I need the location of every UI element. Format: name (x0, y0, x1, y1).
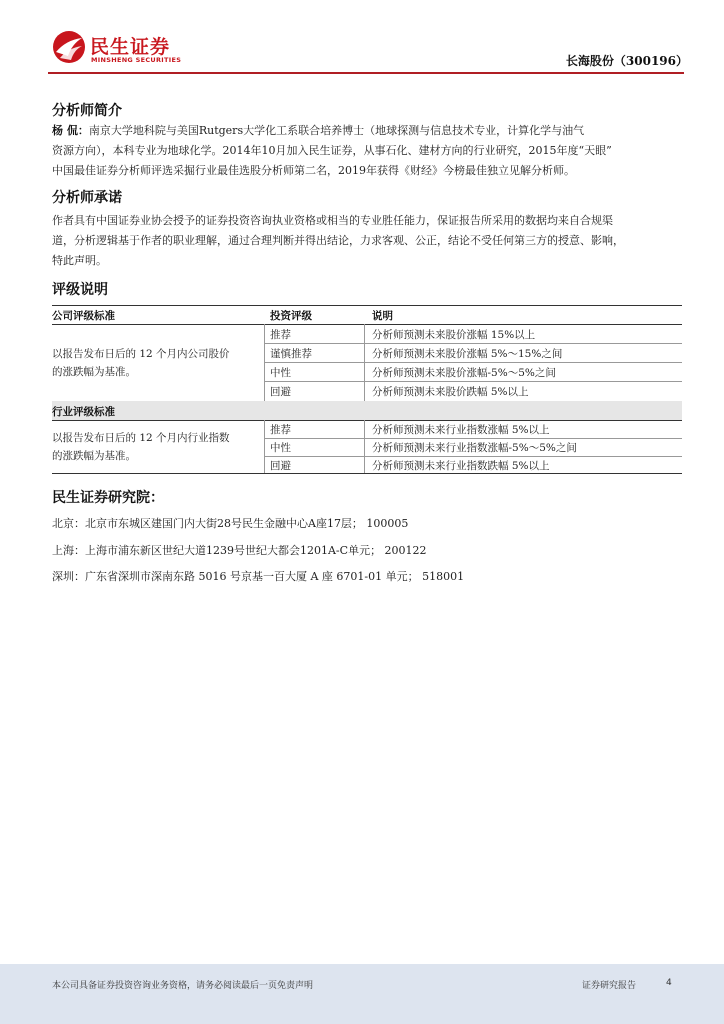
industry-rating-desc: 分析师预测未来行业指数涨幅-5%～5%之间 (372, 442, 577, 454)
logo-chinese-text: 民生证券 (90, 36, 171, 58)
header-divider (48, 72, 684, 74)
analyst-name: 杨 侃： (52, 124, 89, 137)
company-rating-desc: 分析师预测未来股价涨幅-5%～5%之间 (372, 367, 556, 379)
minsheng-logo-icon (52, 30, 86, 64)
footer-disclaimer: 本公司具备证券投资咨询业务资格，请务必阅读最后一页免责声明 (52, 981, 314, 991)
stock-name: 长海股份（300196） (565, 54, 688, 68)
analyst-bio (52, 121, 682, 181)
company-rating-label: 谨慎推荐 (270, 348, 312, 360)
footer-report-type: 证券研究报告 (582, 981, 637, 991)
industry-rating-basis: 以报告发布日后的 12 个月内行业指数 的涨跌幅为基准。 (52, 432, 230, 462)
table-header-rating: 投资评级 (270, 310, 312, 322)
analyst-bio-line: 资源方向），本科专业为地球化学。2014年10月加入民生证券，从事石化、建材方向的行业研究，2015年度“天眼” (52, 144, 612, 157)
industry-rating-label: 推荐 (270, 424, 291, 436)
commitment-section-title: 分析师承诺 (52, 190, 122, 206)
table-header-company-standard: 公司评级标准 (52, 310, 115, 322)
industry-rating-label: 回避 (270, 460, 291, 472)
company-rating-label: 回避 (270, 386, 291, 398)
company-logo (52, 30, 192, 70)
address-beijing: 北京：北京市东城区建国门内大街28号民生金融中心A座17层； 100005 (52, 517, 409, 530)
company-rating-label: 中性 (270, 367, 291, 379)
company-rating-desc: 分析师预测未来股价跌幅 5%以上 (372, 386, 529, 398)
company-rating-label: 推荐 (270, 329, 291, 341)
commitment-line: 特此声明。 (52, 254, 107, 267)
address-shenzhen: 深圳：广东省深圳市深南东路 5016 号京基一百大厦 A 座 6701-01 单元； 518001 (52, 570, 465, 583)
table-header-description: 说明 (372, 310, 393, 322)
analyst-section-title: 分析师简介 (52, 103, 122, 119)
analyst-bio-line: 中国最佳证券分析师评选采掘行业最佳选股分析师第二名，2019年获得《财经》今榜最佳独立见解分析师。 (52, 164, 575, 177)
industry-rating-desc: 分析师预测未来行业指数涨幅 5%以上 (372, 424, 550, 436)
company-rating-desc: 分析师预测未来股价涨幅 15%以上 (372, 329, 536, 341)
commitment-line: 作者具有中国证券业协会授予的证券投资咨询执业资格或相当的专业胜任能力，保证报告所采用的数据均来自合规渠 (52, 214, 613, 227)
company-rating-basis: 以报告发布日后的 12 个月内公司股价 的涨跌幅为基准。 (52, 348, 230, 378)
analyst-bio-line: 杨 侃：南京大学地科院与美国Rutgers大学化工系联合培养博士（地球探测与信息技术专业，计算化学与油气 (52, 124, 585, 137)
address-shanghai: 上海：上海市浦东新区世纪大道1239号世纪大都会1201A-C单元； 200122 (52, 544, 427, 557)
rating-section-title: 评级说明 (52, 282, 108, 298)
logo-english-text: MINSHENG SECURITIES (91, 56, 182, 64)
commitment-text (52, 211, 682, 271)
industry-standard-header: 行业评级标准 (52, 406, 115, 418)
industry-rating-desc: 分析师预测未来行业指数跌幅 5%以上 (372, 460, 550, 472)
industry-rating-label: 中性 (270, 442, 291, 454)
page-number: 4 (666, 978, 672, 988)
commitment-line: 道，分析逻辑基于作者的职业理解，通过合理判断并得出结论，力求客观、公正，结论不受任何第三方的授意、影响， (52, 234, 624, 247)
page-header (0, 0, 724, 80)
page-footer (0, 964, 724, 1024)
institute-title: 民生证券研究院： (52, 490, 164, 506)
company-rating-desc: 分析师预测未来股价涨幅 5%～15%之间 (372, 348, 563, 360)
